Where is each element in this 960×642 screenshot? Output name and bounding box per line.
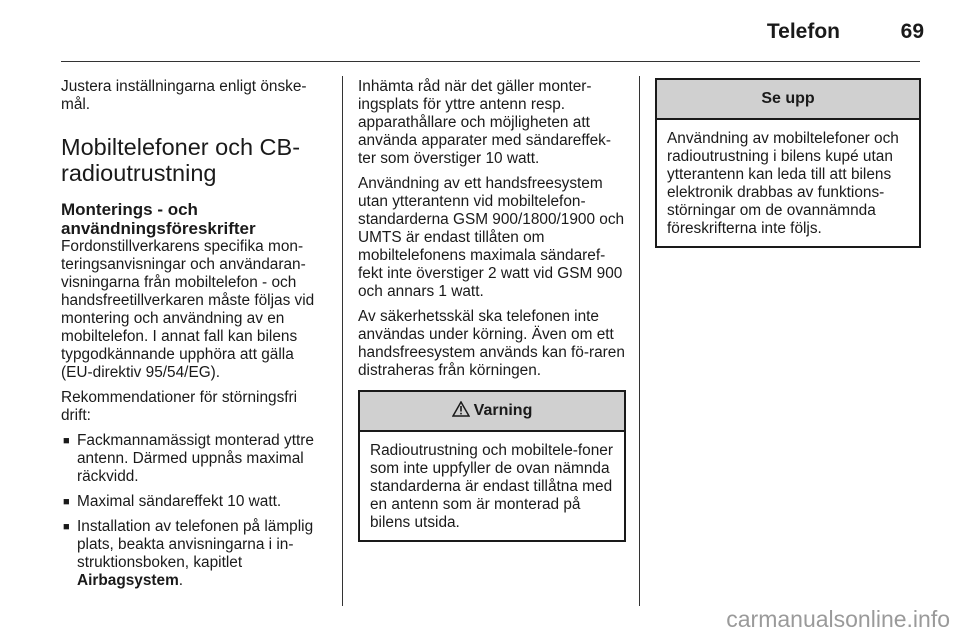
paragraph: Fordonstillverkarens specifika mon-teringsanvisningar och användaran-visningarna från mobiltelefon - och handsfreetillverkaren måste följas vid montering och användning av en mobiltelefon. I annat fall kan bilens typgodkännande upphöra att gälla (EU-direktiv 95/54/EG).	[61, 238, 315, 381]
list-item: ■ Fackmannamässigt monterad yttre antenn. Därmed uppnås maximal räckvidd.	[63, 432, 314, 485]
column-divider-right	[639, 76, 640, 606]
warning-box	[358, 390, 626, 542]
bullet-square-icon: ■	[63, 496, 70, 508]
list-item: ■ Maximal sändareffekt 10 watt.	[63, 493, 282, 510]
caution-box	[655, 78, 921, 248]
paragraph: Rekommendationer för störningsfri drift:	[61, 389, 298, 424]
caution-header: Se upp	[657, 80, 919, 120]
page-title: Telefon	[766, 20, 840, 43]
warning-text: Radioutrustning och mobiltele-foner som inte uppfyller de ovan nämnda standarderna är endast tillåtna med en antenn som är monterad på bilens utsida.	[370, 442, 613, 531]
section-heading: Mobiltelefoner och CB-radioutrustning	[61, 134, 301, 186]
column-divider-left	[342, 76, 343, 606]
header-divider	[61, 61, 920, 62]
paragraph: Inhämta råd när det gäller monter-ingsplats för yttre antenn resp. apparathållare och möjligheten att använda apparater med sändareffek-ter som överstiger 10 watt.	[358, 78, 611, 167]
warning-header	[360, 392, 624, 432]
warning-title: Varning	[473, 402, 533, 419]
paragraph: Användning av ett handsfreesystem utan ytterantenn vid mobiltelefon-standarderna GSM 900/1800/1900 och UMTS är endast tillåten om mobiltelefonens maximala sändaref-fekt inte överstiger 2 watt vid GSM 900 och annars 1 watt.	[358, 175, 625, 300]
bullet-square-icon: ■	[63, 521, 70, 533]
left-column	[61, 78, 329, 597]
middle-column	[358, 78, 626, 542]
watermark: carmanualsonline.info	[726, 606, 950, 632]
warning-triangle-icon	[452, 401, 470, 422]
paragraph: Av säkerhetsskäl ska telefonen inte användas under körning. Även om ett handsfreesystem används kan fö-raren distraheras från körningen.	[358, 308, 625, 379]
airbag-section-link[interactable]: Airbagsystem	[77, 572, 179, 589]
list-item: ■ Installation av telefonen på lämplig plats, beakta anvisningarna i in-struktionsboken, kapitlet Airbagsystem.	[63, 518, 314, 589]
right-column	[655, 78, 921, 248]
caution-text: Användning av mobiltelefoner och radioutrustning i bilens kupé utan ytterantenn kan leda till att bilens elektronik drabbas av funktions-störningar om de ovannämnda föreskrifterna inte följs.	[667, 130, 899, 237]
intro-text: Justera inställningarna enligt önske-mål.	[61, 78, 307, 113]
recommendation-list	[61, 432, 329, 590]
subsection-heading: Monterings - och användningsföreskrifter	[61, 200, 256, 238]
page-number: 69	[900, 20, 924, 43]
bullet-square-icon: ■	[63, 435, 70, 447]
